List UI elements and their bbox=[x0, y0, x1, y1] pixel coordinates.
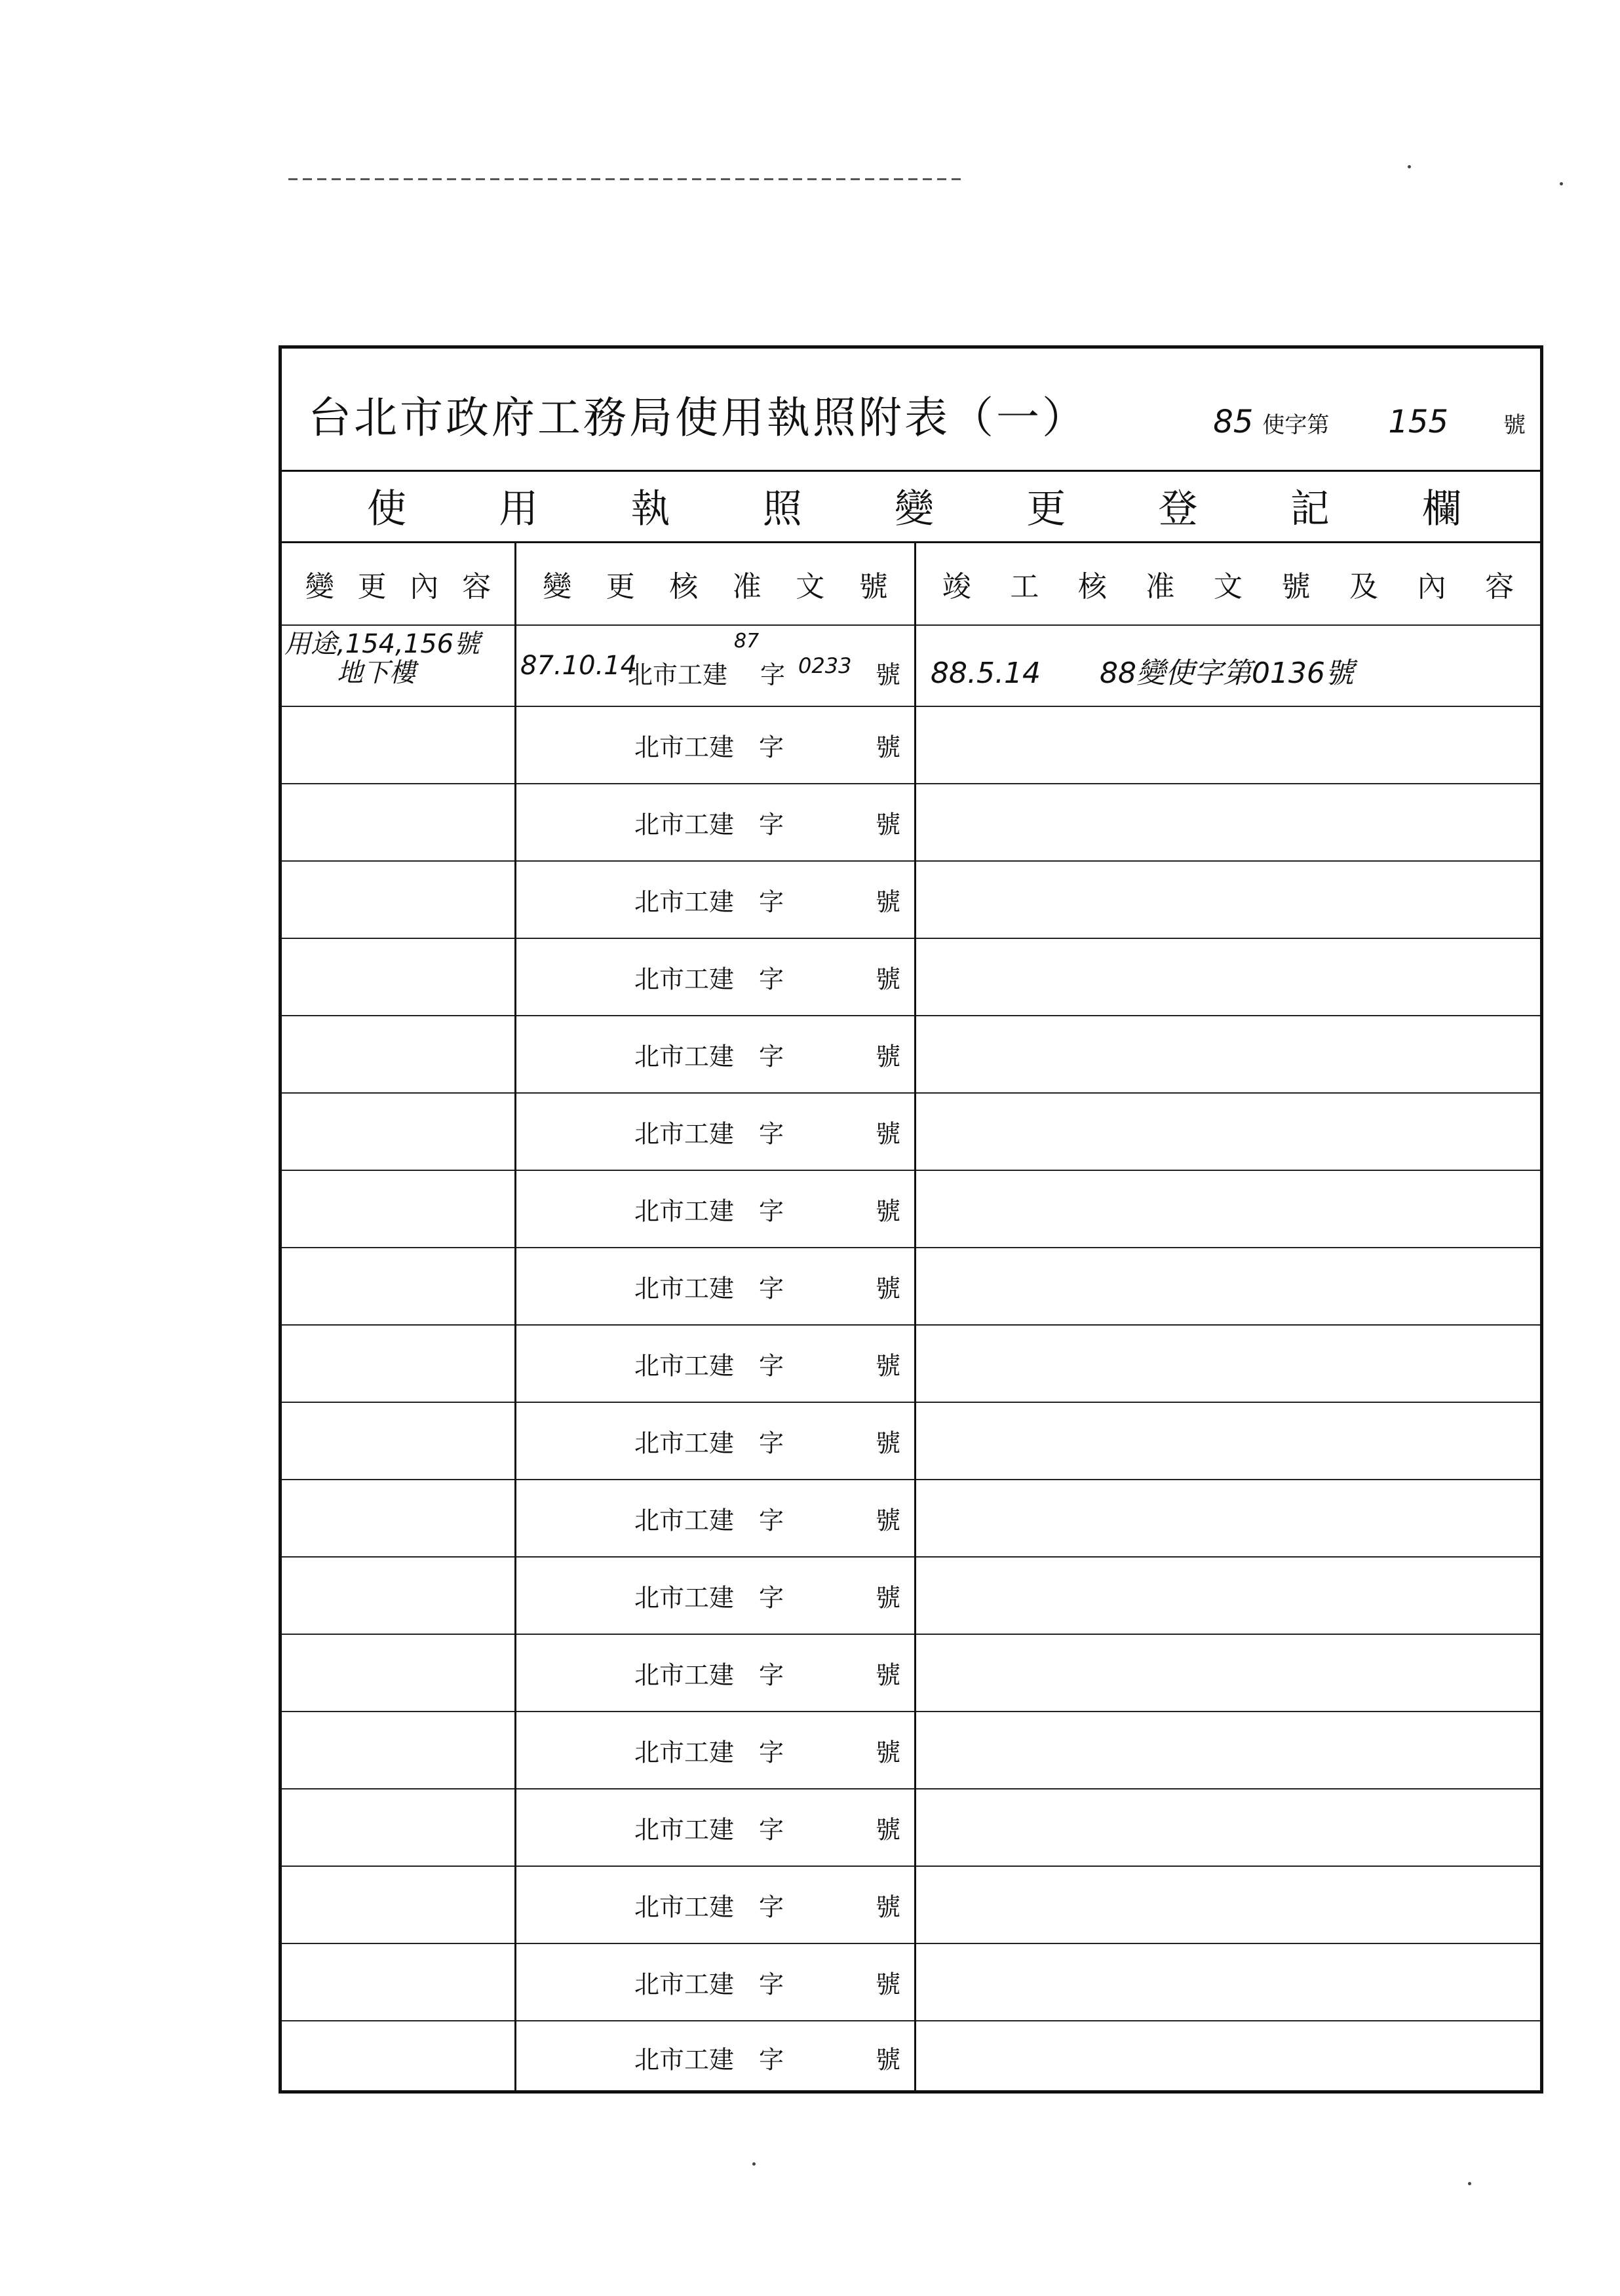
approval-number-template: 北市工建 字 號 bbox=[634, 2045, 901, 2075]
approval-agency: 北市工建 bbox=[628, 660, 728, 689]
section-title-char: 更 bbox=[1026, 486, 1066, 532]
approval-date: 87.10.14 bbox=[520, 651, 638, 681]
table-row bbox=[282, 1326, 1540, 1403]
completion-date: 88.5.14 bbox=[931, 657, 1041, 690]
approval-zi: 字 bbox=[760, 660, 786, 689]
section-title-char: 用 bbox=[499, 486, 539, 532]
change-register-table bbox=[282, 543, 1540, 2094]
table-row bbox=[282, 1016, 1540, 1094]
table-row bbox=[282, 1789, 1540, 1867]
approval-number-template: 北市工建 字 號 bbox=[634, 1892, 901, 1922]
approval-number-template: 北市工建 字 號 bbox=[634, 1274, 901, 1303]
table-row bbox=[282, 1171, 1540, 1248]
scan-artifact-line bbox=[288, 178, 963, 180]
scan-speck bbox=[1408, 165, 1411, 168]
section-title-char: 變 bbox=[895, 486, 934, 532]
table-row bbox=[282, 2021, 1540, 2094]
completion-approval-cell bbox=[916, 626, 1540, 706]
approval-number-cell bbox=[516, 626, 914, 706]
approval-number-template: 北市工建 字 號 bbox=[634, 1815, 901, 1845]
column-divider bbox=[914, 543, 916, 2094]
section-title-char: 使 bbox=[367, 486, 406, 532]
section-title-char: 照 bbox=[762, 486, 802, 532]
section-title-char: 登 bbox=[1158, 486, 1198, 532]
table-row bbox=[282, 1712, 1540, 1789]
approval-number-template: 北市工建 字 號 bbox=[634, 887, 901, 917]
header-change-content: 變 更 內 容 bbox=[305, 570, 492, 603]
permit-attachment-form bbox=[279, 345, 1543, 2094]
table-row bbox=[282, 1944, 1540, 2021]
table-row bbox=[282, 1248, 1540, 1326]
table-row bbox=[282, 707, 1540, 784]
scan-speck bbox=[752, 2162, 756, 2166]
approval-year: 87 bbox=[734, 630, 760, 653]
table-row bbox=[282, 1558, 1540, 1635]
header-approval-number: 變 更 核 准 文 號 bbox=[543, 570, 888, 603]
scan-speck bbox=[1560, 182, 1563, 185]
permit-number-field bbox=[1204, 404, 1526, 440]
table-row bbox=[282, 1094, 1540, 1171]
table-row bbox=[282, 862, 1540, 939]
approval-number: 0233 bbox=[798, 653, 852, 678]
section-title-char: 欄 bbox=[1422, 486, 1461, 532]
approval-number-template: 北市工建 字 號 bbox=[634, 1119, 901, 1149]
permit-number: 155 bbox=[1388, 404, 1448, 440]
section-title-char: 執 bbox=[630, 486, 670, 532]
approval-hao: 號 bbox=[876, 660, 901, 689]
change-content-line1: 用途,154,156號 bbox=[284, 629, 480, 659]
approval-number-template: 北市工建 字 號 bbox=[634, 1428, 901, 1458]
change-content-cell bbox=[282, 626, 514, 706]
table-row bbox=[282, 1480, 1540, 1558]
table-row bbox=[282, 784, 1540, 862]
approval-number-template: 北市工建 字 號 bbox=[634, 965, 901, 994]
table-row bbox=[282, 1867, 1540, 1944]
completion-ref: 88變使字第0136號 bbox=[1099, 657, 1354, 690]
permit-year: 85 bbox=[1213, 404, 1254, 440]
permit-suffix: 號 bbox=[1503, 412, 1526, 438]
form-title-row bbox=[282, 349, 1540, 472]
scan-speck bbox=[1468, 2182, 1471, 2185]
section-title-char: 記 bbox=[1290, 486, 1330, 532]
form-title: 台北市政府工務局使用執照附表（一） bbox=[308, 392, 1088, 443]
column-divider bbox=[514, 543, 516, 2094]
approval-number-template: 北市工建 字 號 bbox=[634, 1042, 901, 1071]
approval-number-template: 北市工建 字 號 bbox=[634, 810, 901, 839]
approval-number-template: 北市工建 字 號 bbox=[634, 1970, 901, 1999]
table-header-row bbox=[282, 543, 1540, 626]
change-content-line2: 地下樓 bbox=[337, 658, 415, 688]
table-row bbox=[282, 1403, 1540, 1480]
approval-number-template: 北市工建 字 號 bbox=[634, 733, 901, 762]
table-row bbox=[282, 1635, 1540, 1712]
header-completion-approval: 竣 工 核 准 文 號 及 內 容 bbox=[942, 570, 1514, 603]
approval-number-template: 北市工建 字 號 bbox=[634, 1351, 901, 1381]
approval-number-template: 北市工建 字 號 bbox=[634, 1196, 901, 1226]
table-row bbox=[282, 626, 1540, 707]
approval-number-template: 北市工建 字 號 bbox=[634, 1583, 901, 1613]
permit-prefix: 使字第 bbox=[1262, 412, 1330, 438]
approval-number-template: 北市工建 字 號 bbox=[634, 1738, 901, 1767]
table-row bbox=[282, 939, 1540, 1016]
section-title bbox=[282, 470, 1540, 543]
approval-number-template: 北市工建 字 號 bbox=[634, 1506, 901, 1535]
approval-number-template: 北市工建 字 號 bbox=[634, 1660, 901, 1690]
